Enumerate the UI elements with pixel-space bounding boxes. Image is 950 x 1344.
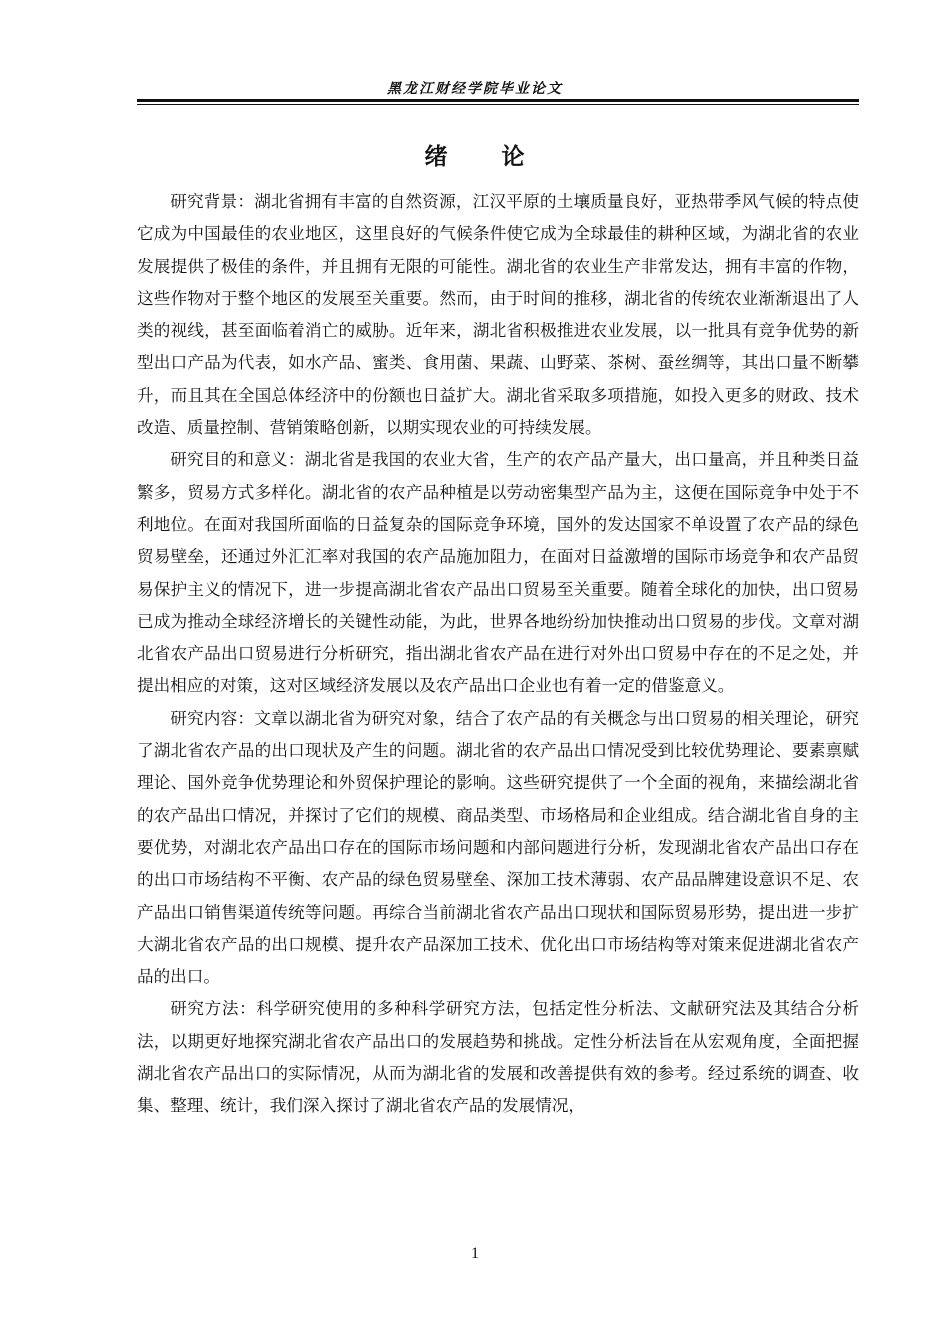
header-rule-thin	[137, 104, 859, 105]
header-rule	[137, 99, 859, 102]
body-text	[137, 186, 859, 1123]
paragraph-method: 研究方法：科学研究使用的多种科学研究方法，包括定性分析法、文献研究法及其结合分析法，以期更好地探究湖北省农产品出口的发展趋势和挑战。定性分析法旨在从宏观角度，全面把握湖北省农产品出口的实际情况，从而为湖北省的发展和改善提供有效的参考。经过系统的调查、收集、整理、统计，我们深入探讨了湖北省农产品的发展情况，	[137, 999, 859, 1116]
running-header: 黑龙江财经学院毕业论文	[387, 81, 563, 97]
page-title: 绪 论	[424, 144, 526, 170]
paragraph-content: 研究内容：文章以湖北省为研究对象，结合了农产品的有关概念与出口贸易的相关理论，研究了湖北省农产品的出口现状及产生的问题。湖北省的农产品出口情况受到比较优势理论、要素禀赋理论、国外竞争优势理论和外贸保护理论的影响。这些研究提供了一个全面的视角，来描绘湖北省的农产品出口情况，并探讨了它们的规模、商品类型、市场格局和企业组成。结合湖北省自身的主要优势，对湖北农产品出口存在的国际市场问题和内部问题进行分析，发现湖北省农产品出口存在的出口市场结构不平衡、农产品的绿色贸易壁垒、深加工技术薄弱、农产品品牌建设意识不足、农产品出口销售渠道传统等问题。再综合当前湖北省农产品出口现状和国际贸易形势，提出进一步扩大湖北省农产品的出口规模、提升农产品深加工技术、优化出口市场结构等对策来促进湖北省农产品的出口。	[137, 708, 859, 987]
paragraph-background: 研究背景：湖北省拥有丰富的自然资源，江汉平原的土壤质量良好，亚热带季风气候的特点使它成为中国最佳的农业地区，这里良好的气候条件使它成为全球最佳的耕种区域，为湖北省的农业发展提供了极佳的条件，并且拥有无限的可能性。湖北省的农业生产非常发达，拥有丰富的作物，这些作物对于整个地区的发展至关重要。然而，由于时间的推移，湖北省的传统农业渐渐退出了人类的视线，甚至面临着消亡的威胁。近年来，湖北省积极推进农业发展，以一批具有竞争优势的新型出口产品为代表，如水产品、蜜类、食用菌、果蔬、山野菜、茶树、蚕丝绸等，其出口量不断攀升，而且其在全国总体经济中的份额也日益扩大。湖北省采取多项措施，如投入更多的财政、技术改造、质量控制、营销策略创新，以期实现农业的可持续发展。	[137, 192, 859, 438]
paragraph-purpose: 研究目的和意义：湖北省是我国的农业大省，生产的农产品产量大，出口量高，并且种类日益繁多，贸易方式多样化。湖北省的农产品种植是以劳动密集型产品为主，这便在国际竞争中处于不利地位。在面对我国所面临的日益复杂的国际竞争环境，国外的发达国家不单设置了农产品的绿色贸易壁垒，还通过外汇汇率对我国的农产品施加阻力，在面对日益激增的国际市场竞争和农产品贸易保护主义的情况下，进一步提高湖北省农产品出口贸易至关重要。随着全球化的加快，出口贸易已成为推动全球经济增长的关键性动能，为此，世界各地纷纷加快推动出口贸易的步伐。文章对湖北省农产品出口贸易进行分析研究，指出湖北省农产品在进行对外出口贸易中存在的不足之处，并提出相应的对策，这对区域经济发展以及农产品出口企业也有着一定的借鉴意义。	[137, 450, 859, 696]
page-number: 1	[471, 1245, 479, 1262]
